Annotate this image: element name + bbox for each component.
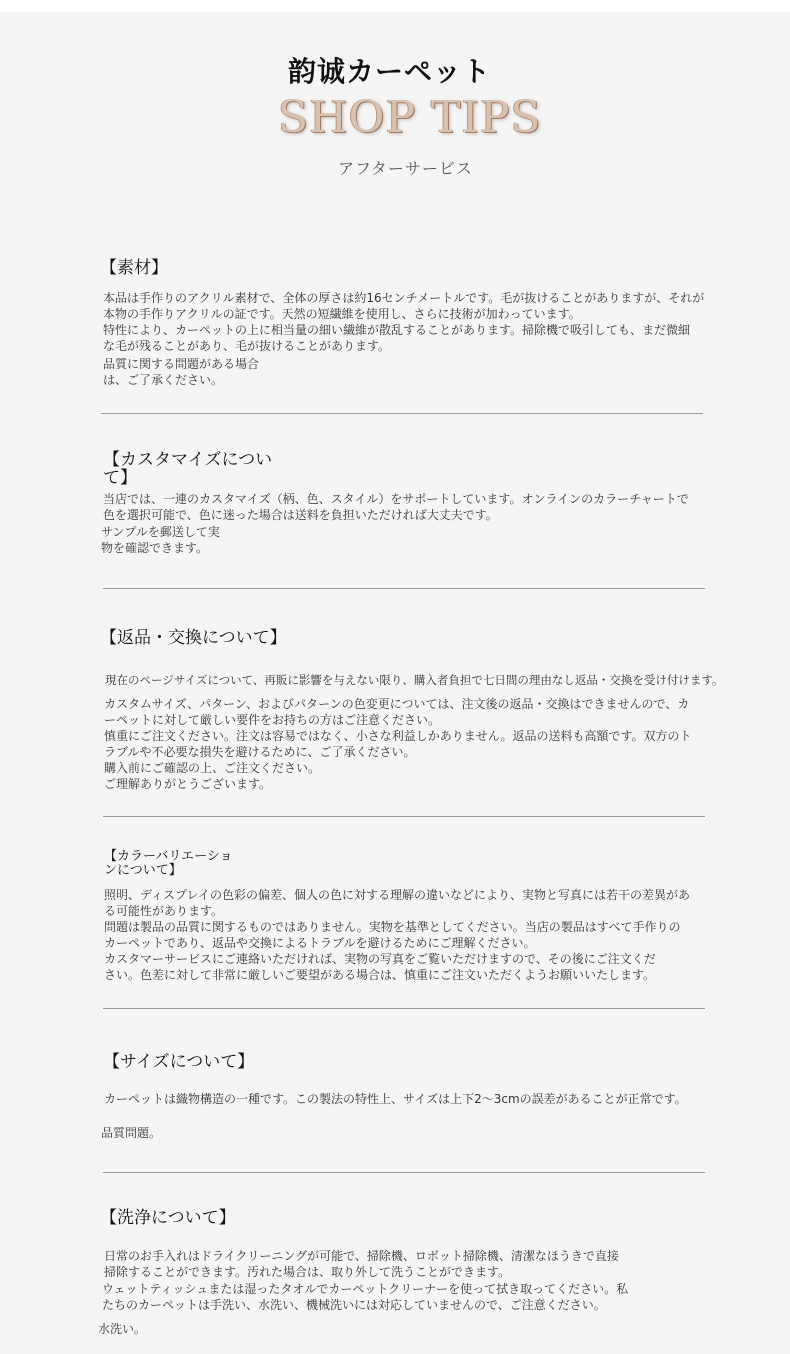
customize-line-4: 物を確認できます。 xyxy=(101,541,209,555)
logo-text: SHOP TIPS xyxy=(278,92,542,143)
cleaning-line-2: 掃除することができます。汚れた場合は、取り外して洗うことができます。 xyxy=(104,1265,511,1279)
section-heading-color-line-1: 【カラーバリエーショ xyxy=(104,849,233,864)
material-line-3: 特性により、カーペットの上に相当量の細い繊維が散乱することがあります。掃除機で吸引しても、まだ微細 xyxy=(103,323,691,337)
page-subtitle: アフターサービス xyxy=(338,159,473,178)
size-line-2: 品質問題。 xyxy=(101,1126,162,1140)
returns-line-1: 現在のページサイズについて、再販に影響を与えない限り、購入者負担で七日間の理由なし返品・交換を受け付けます。 xyxy=(105,673,724,687)
customize-line-1: 当店では、一連のカスタマイズ（柄、色、スタイル）をサポートしています。オンラインのカラーチャートで xyxy=(103,492,689,506)
color-line-6: さい。色差に対して非常に厳しいご要望がある場合は、慎重にご注文いただくようお願いいたします。 xyxy=(104,968,656,982)
section-heading-customize-line-2: て】 xyxy=(103,468,137,488)
color-line-1: 照明、ディスプレイの色彩の偏差、個人の色に対する理解の違いなどにより、実物と写真には若干の差異があ xyxy=(104,888,690,902)
color-line-3: 問題は製品の品質に関するものではありません。実物を基準としてください。当店の製品はすべて手作りの xyxy=(104,920,681,934)
section-heading-color-line-2: ンについて】 xyxy=(104,863,182,878)
cleaning-line-4: たちのカーペットは手洗い、水洗い、機械洗いには対応していませんので、ご注意ください。 xyxy=(102,1298,606,1312)
section-heading-material: 【素材】 xyxy=(100,258,168,278)
material-line-4: な毛が残ることがあり、毛が抜けることがあります。 xyxy=(103,339,391,353)
section-heading-cleaning: 【洗浄について】 xyxy=(100,1208,236,1228)
material-line-2: 本物の手作りアクリルの証です。天然の短繊維を使用し、さらに技術が加わっています。 xyxy=(103,307,581,321)
shop-name: 韵诚カーペット xyxy=(288,55,492,88)
section-heading-customize-line-1: 【カスタマイズについ xyxy=(103,450,273,470)
section-heading-returns: 【返品・交換について】 xyxy=(100,628,287,648)
color-line-5: カスタマーサービスにご連絡いただければ、実物の写真をご覧いただけますので、その後にご注文くだ xyxy=(104,952,656,966)
cleaning-line-5: 水洗い。 xyxy=(98,1322,147,1336)
color-line-4: カーペットであり、返品や交換によるトラブルを避けるためにご理解ください。 xyxy=(104,936,536,950)
section-divider xyxy=(103,588,705,589)
returns-line-7: ご理解ありがとうございます。 xyxy=(104,777,272,791)
section-heading-size: 【サイズについて】 xyxy=(103,1052,255,1072)
material-line-5: 品質に関する問題がある場合 xyxy=(103,357,260,371)
section-divider xyxy=(101,413,703,414)
cleaning-line-3: ウェットティッシュまたは湿ったタオルでカーペットクリーナーを使って拭き取ってください。私 xyxy=(102,1282,629,1296)
cleaning-line-1: 日常のお手入れはドライクリーニングが可能で、掃除機、ロボット掃除機、清潔なほうきで直接 xyxy=(104,1249,619,1263)
shop-tips-logo xyxy=(278,86,542,150)
customize-line-3: サンプルを郵送して実 xyxy=(101,525,220,539)
section-divider xyxy=(103,1008,705,1009)
returns-line-2: カスタムサイズ、パターン、およびパターンの色変更については、注文後の返品・交換はできませんので、カ xyxy=(104,697,690,711)
returns-line-4: 慎重にご注文ください。注文は容易ではなく、小さな利益しかありません。返品の送料も高額です。双方のト xyxy=(104,729,692,743)
returns-line-6: 購入前にご確認の上、ご注文ください。 xyxy=(104,761,321,775)
returns-line-3: ーペットに対して厳しい要件をお持ちの方はご注意ください。 xyxy=(104,713,441,727)
top-strip xyxy=(0,0,790,12)
customize-line-2: 色を選択可能で、色に迷った場合は送料を負担いただければ大丈夫です。 xyxy=(103,508,498,522)
returns-line-5: ラブルや不必要な損失を避けるために、ご了承ください。 xyxy=(104,745,416,759)
color-line-2: る可能性があります。 xyxy=(104,904,224,918)
material-line-6: は、ご了承ください。 xyxy=(103,373,224,387)
material-line-1: 本品は手作りのアクリル素材で、全体の厚さは約16センチメートルです。毛が抜けることがありますが、それが xyxy=(103,291,705,305)
section-divider xyxy=(103,1172,705,1173)
section-divider xyxy=(103,816,705,817)
size-line-1: カーペットは織物構造の一種です。この製法の特性上、サイズは上下2〜3cmの誤差があることが正常です。 xyxy=(104,1092,687,1106)
